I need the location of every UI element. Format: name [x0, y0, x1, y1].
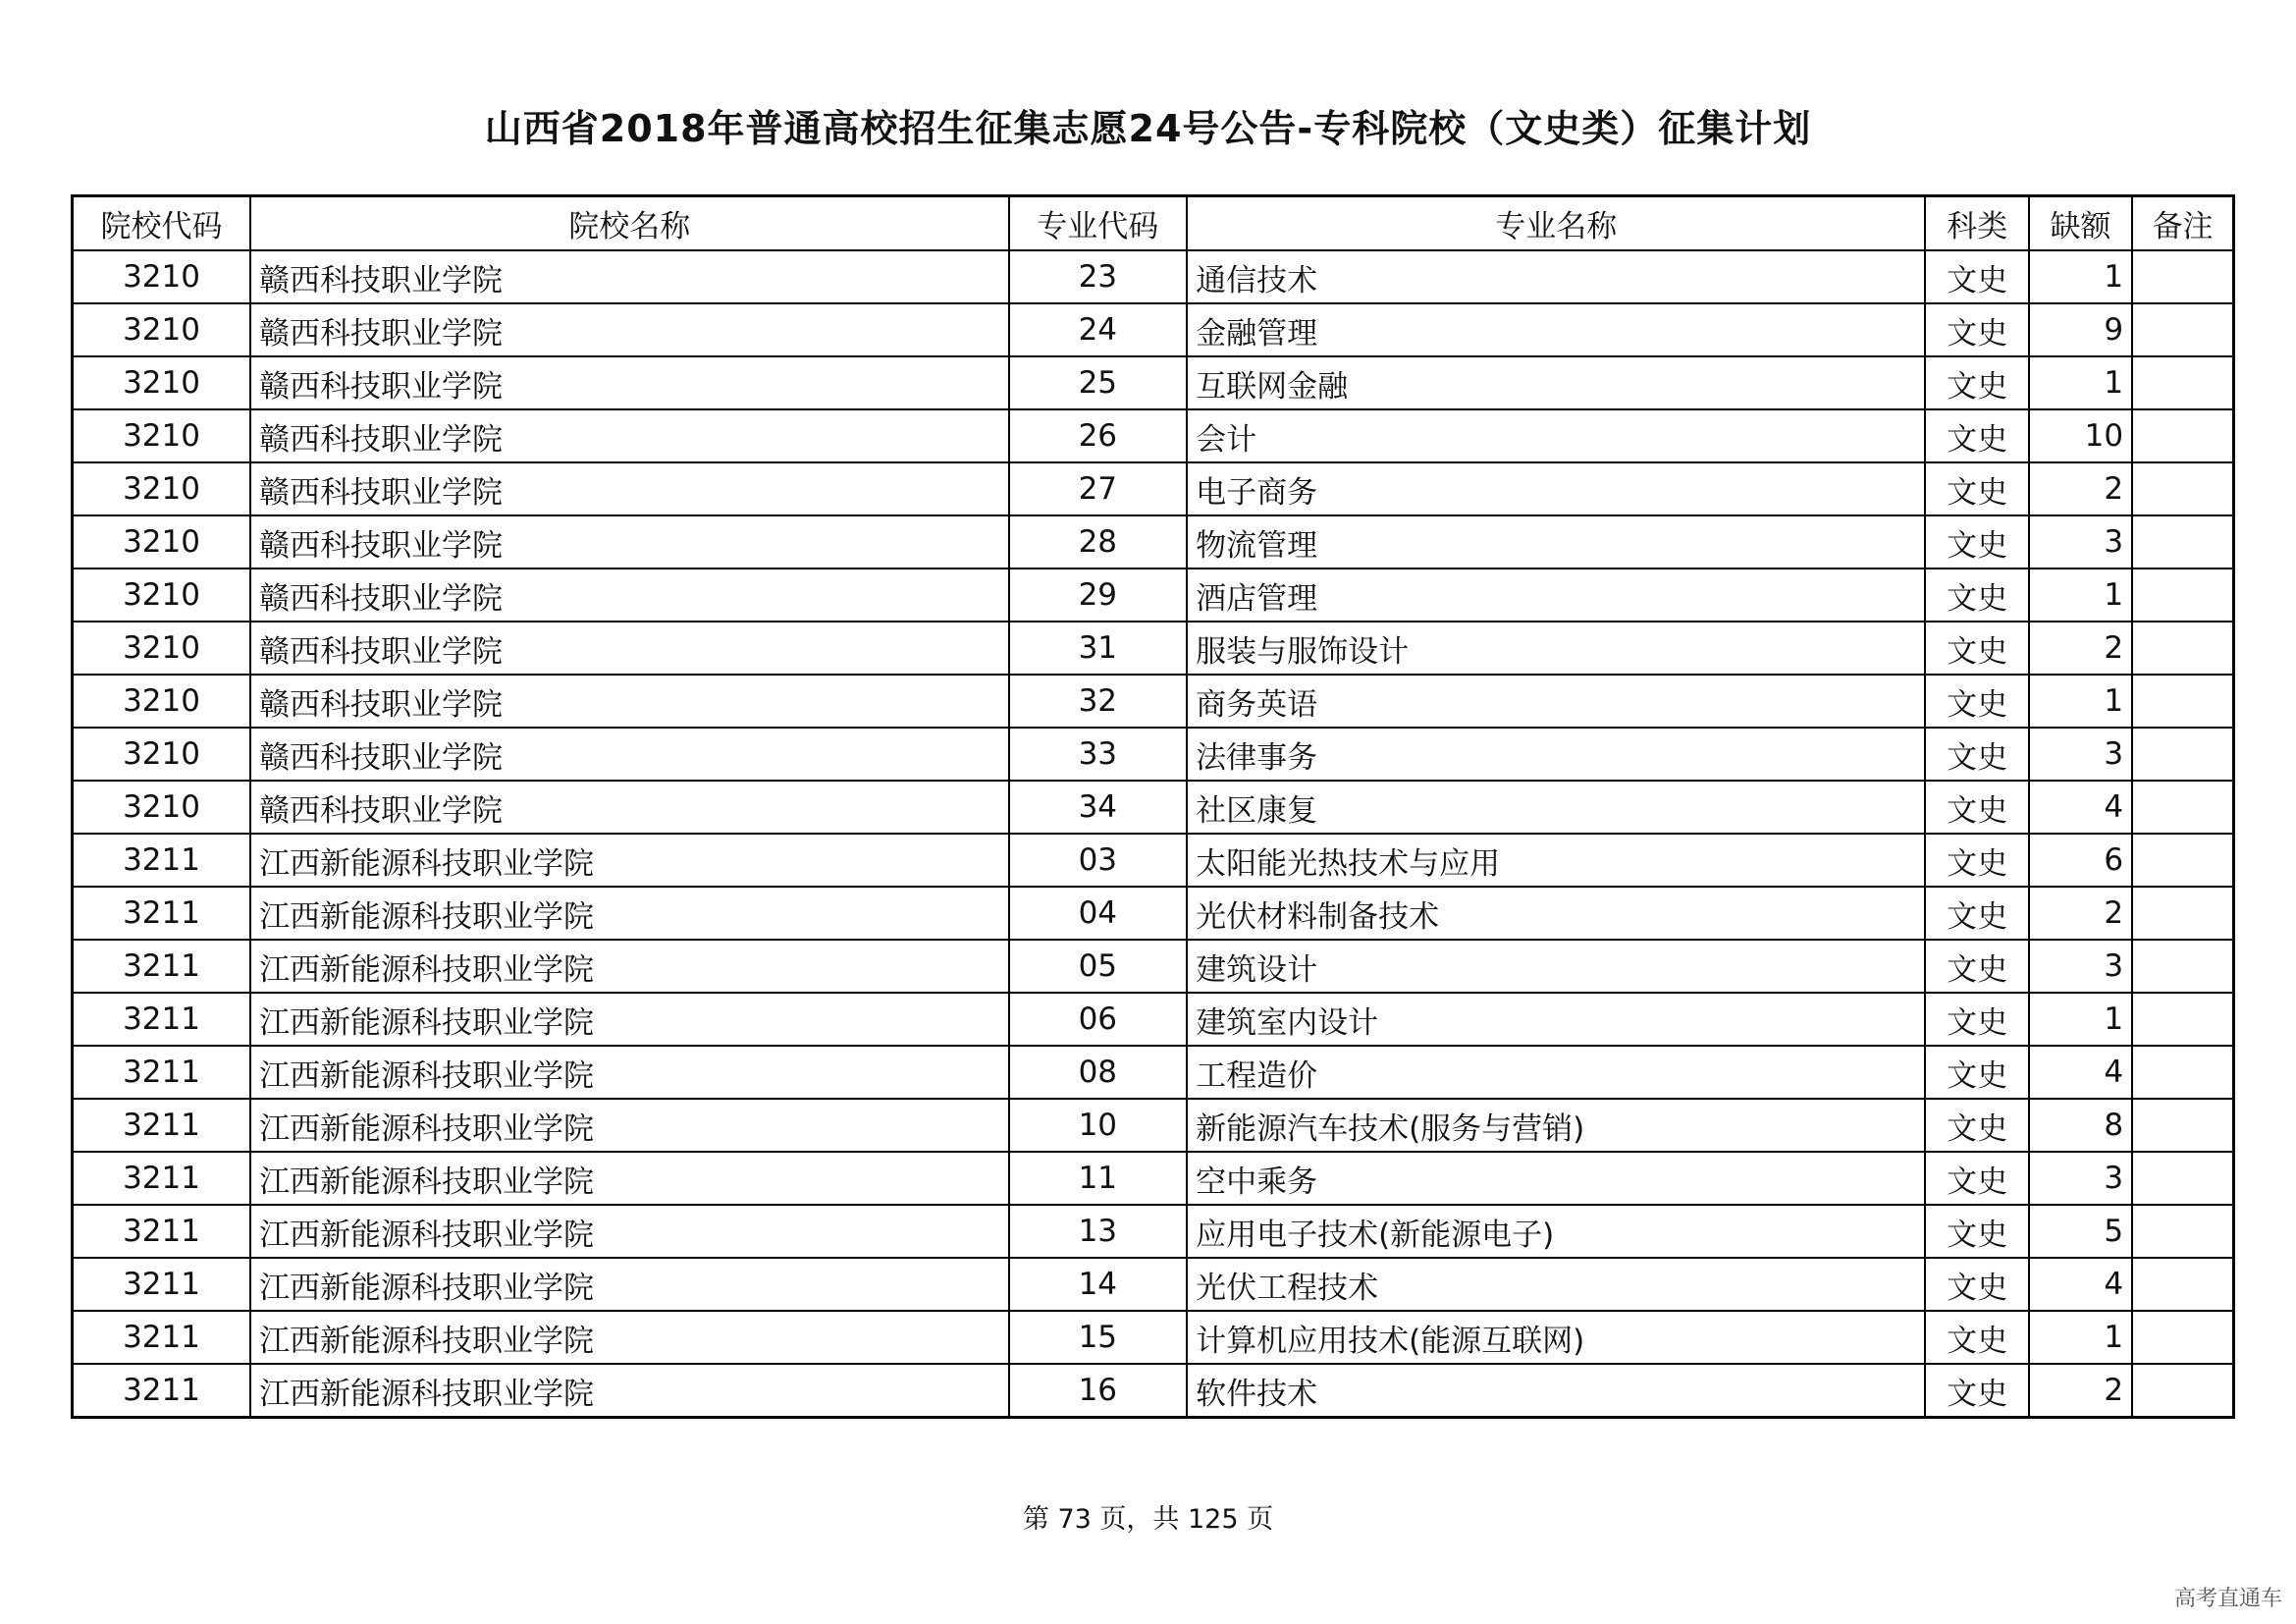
remarks-cell — [2132, 568, 2233, 622]
table-row — [73, 1099, 2234, 1152]
major-name-cell: 太阳能光热技术与应用 — [1187, 834, 1925, 887]
table-row — [73, 1205, 2234, 1258]
major-name-cell: 光伏工程技术 — [1187, 1258, 1925, 1311]
category-cell: 文史 — [1925, 728, 2028, 781]
table-row — [73, 462, 2234, 515]
header-major-code: 专业代码 — [1009, 196, 1188, 251]
category-cell: 文史 — [1925, 568, 2028, 622]
school-name-cell: 江西新能源科技职业学院 — [250, 993, 1008, 1046]
school-name-cell: 赣西科技职业学院 — [250, 356, 1008, 409]
remarks-cell — [2132, 1152, 2233, 1205]
vacancy-cell: 4 — [2029, 1046, 2132, 1099]
category-cell: 文史 — [1925, 1152, 2028, 1205]
major-code-cell: 24 — [1009, 303, 1188, 356]
vacancy-cell: 1 — [2029, 675, 2132, 728]
school-code-cell: 3210 — [73, 728, 251, 781]
school-name-cell: 江西新能源科技职业学院 — [250, 1152, 1008, 1205]
category-cell: 文史 — [1925, 675, 2028, 728]
major-code-cell: 03 — [1009, 834, 1188, 887]
table-row — [73, 515, 2234, 568]
school-code-cell: 3211 — [73, 1046, 251, 1099]
remarks-cell — [2132, 515, 2233, 568]
category-cell: 文史 — [1925, 1205, 2028, 1258]
remarks-cell — [2132, 356, 2233, 409]
vacancy-cell: 3 — [2029, 940, 2132, 993]
table-row — [73, 1258, 2234, 1311]
school-name-cell: 赣西科技职业学院 — [250, 728, 1008, 781]
watermark: 高考直通车 — [2173, 1587, 2282, 1611]
major-name-cell: 法律事务 — [1187, 728, 1925, 781]
major-code-cell: 13 — [1009, 1205, 1188, 1258]
school-name-cell: 赣西科技职业学院 — [250, 568, 1008, 622]
major-name-cell: 社区康复 — [1187, 781, 1925, 834]
vacancy-cell: 10 — [2029, 409, 2132, 462]
vacancy-cell: 8 — [2029, 1099, 2132, 1152]
header-vacancy: 缺额 — [2029, 196, 2132, 251]
vacancy-cell: 5 — [2029, 1205, 2132, 1258]
table-row — [73, 781, 2234, 834]
school-code-cell: 3211 — [73, 1152, 251, 1205]
school-code-cell: 3210 — [73, 781, 251, 834]
category-cell: 文史 — [1925, 1099, 2028, 1152]
table-row — [73, 622, 2234, 675]
remarks-cell — [2132, 1099, 2233, 1152]
school-code-cell: 3210 — [73, 675, 251, 728]
table-row — [73, 1311, 2234, 1364]
school-code-cell: 3211 — [73, 1205, 251, 1258]
remarks-cell — [2132, 675, 2233, 728]
school-name-cell: 江西新能源科技职业学院 — [250, 1311, 1008, 1364]
major-code-cell: 08 — [1009, 1046, 1188, 1099]
school-code-cell: 3211 — [73, 940, 251, 993]
school-code-cell: 3210 — [73, 409, 251, 462]
header-category: 科类 — [1925, 196, 2028, 251]
remarks-cell — [2132, 1364, 2233, 1418]
school-name-cell: 赣西科技职业学院 — [250, 675, 1008, 728]
major-code-cell: 14 — [1009, 1258, 1188, 1311]
major-name-cell: 互联网金融 — [1187, 356, 1925, 409]
school-name-cell: 江西新能源科技职业学院 — [250, 940, 1008, 993]
remarks-cell — [2132, 303, 2233, 356]
category-cell: 文史 — [1925, 622, 2028, 675]
school-name-cell: 江西新能源科技职业学院 — [250, 887, 1008, 940]
school-name-cell: 赣西科技职业学院 — [250, 250, 1008, 303]
table-header-row — [73, 196, 2234, 251]
vacancy-cell: 6 — [2029, 834, 2132, 887]
remarks-cell — [2132, 940, 2233, 993]
table-row — [73, 834, 2234, 887]
school-code-cell: 3210 — [73, 568, 251, 622]
major-code-cell: 16 — [1009, 1364, 1188, 1418]
table-row — [73, 568, 2234, 622]
school-code-cell: 3210 — [73, 250, 251, 303]
vacancy-cell: 1 — [2029, 356, 2132, 409]
school-code-cell: 3210 — [73, 303, 251, 356]
major-name-cell: 新能源汽车技术(服务与营销) — [1187, 1099, 1925, 1152]
header-major-name: 专业名称 — [1187, 196, 1925, 251]
school-code-cell: 3211 — [73, 1311, 251, 1364]
remarks-cell — [2132, 1311, 2233, 1364]
school-code-cell: 3211 — [73, 887, 251, 940]
vacancy-cell: 2 — [2029, 462, 2132, 515]
school-code-cell: 3210 — [73, 622, 251, 675]
vacancy-cell: 2 — [2029, 887, 2132, 940]
major-name-cell: 会计 — [1187, 409, 1925, 462]
remarks-cell — [2132, 781, 2233, 834]
major-code-cell: 04 — [1009, 887, 1188, 940]
header-remarks: 备注 — [2132, 196, 2233, 251]
school-name-cell: 江西新能源科技职业学院 — [250, 1205, 1008, 1258]
remarks-cell — [2132, 728, 2233, 781]
major-name-cell: 服装与服饰设计 — [1187, 622, 1925, 675]
major-code-cell: 34 — [1009, 781, 1188, 834]
category-cell: 文史 — [1925, 834, 2028, 887]
major-name-cell: 通信技术 — [1187, 250, 1925, 303]
remarks-cell — [2132, 887, 2233, 940]
vacancy-cell: 2 — [2029, 1364, 2132, 1418]
remarks-cell — [2132, 1258, 2233, 1311]
vacancy-cell: 4 — [2029, 1258, 2132, 1311]
vacancy-cell: 3 — [2029, 728, 2132, 781]
category-cell: 文史 — [1925, 515, 2028, 568]
major-name-cell: 工程造价 — [1187, 1046, 1925, 1099]
major-name-cell: 软件技术 — [1187, 1364, 1925, 1418]
header-school-code: 院校代码 — [73, 196, 251, 251]
major-code-cell: 26 — [1009, 409, 1188, 462]
table-row — [73, 1046, 2234, 1099]
category-cell: 文史 — [1925, 1311, 2028, 1364]
table-row — [73, 675, 2234, 728]
remarks-cell — [2132, 622, 2233, 675]
school-name-cell: 江西新能源科技职业学院 — [250, 1258, 1008, 1311]
page-title: 山西省2018年普通高校招生征集志愿24号公告-专科院校（文史类）征集计划 — [484, 107, 1812, 150]
vacancy-cell: 2 — [2029, 622, 2132, 675]
major-name-cell: 物流管理 — [1187, 515, 1925, 568]
major-name-cell: 应用电子技术(新能源电子) — [1187, 1205, 1925, 1258]
category-cell: 文史 — [1925, 940, 2028, 993]
major-name-cell: 商务英语 — [1187, 675, 1925, 728]
category-cell: 文史 — [1925, 356, 2028, 409]
vacancy-cell: 4 — [2029, 781, 2132, 834]
remarks-cell — [2132, 1205, 2233, 1258]
major-code-cell: 11 — [1009, 1152, 1188, 1205]
school-code-cell: 3211 — [73, 1258, 251, 1311]
category-cell: 文史 — [1925, 462, 2028, 515]
category-cell: 文史 — [1925, 993, 2028, 1046]
school-code-cell: 3210 — [73, 462, 251, 515]
major-code-cell: 25 — [1009, 356, 1188, 409]
vacancy-cell: 1 — [2029, 250, 2132, 303]
school-name-cell: 江西新能源科技职业学院 — [250, 1099, 1008, 1152]
school-code-cell: 3211 — [73, 1099, 251, 1152]
school-name-cell: 赣西科技职业学院 — [250, 515, 1008, 568]
header-school-name: 院校名称 — [250, 196, 1008, 251]
remarks-cell — [2132, 409, 2233, 462]
school-name-cell: 赣西科技职业学院 — [250, 409, 1008, 462]
school-code-cell: 3211 — [73, 1364, 251, 1418]
school-name-cell: 赣西科技职业学院 — [250, 462, 1008, 515]
category-cell: 文史 — [1925, 303, 2028, 356]
table-row — [73, 250, 2234, 303]
category-cell: 文史 — [1925, 1258, 2028, 1311]
school-code-cell: 3211 — [73, 834, 251, 887]
category-cell: 文史 — [1925, 1364, 2028, 1418]
vacancy-cell: 1 — [2029, 993, 2132, 1046]
major-code-cell: 15 — [1009, 1311, 1188, 1364]
category-cell: 文史 — [1925, 250, 2028, 303]
major-code-cell: 28 — [1009, 515, 1188, 568]
major-code-cell: 23 — [1009, 250, 1188, 303]
vacancy-cell: 9 — [2029, 303, 2132, 356]
major-code-cell: 32 — [1009, 675, 1188, 728]
school-name-cell: 赣西科技职业学院 — [250, 622, 1008, 675]
table-row — [73, 1364, 2234, 1418]
page-number: 第 73 页，共 125 页 — [1022, 1504, 1274, 1535]
remarks-cell — [2132, 462, 2233, 515]
table-row — [73, 993, 2234, 1046]
vacancy-cell: 3 — [2029, 1152, 2132, 1205]
school-name-cell: 江西新能源科技职业学院 — [250, 834, 1008, 887]
major-code-cell: 27 — [1009, 462, 1188, 515]
major-name-cell: 光伏材料制备技术 — [1187, 887, 1925, 940]
school-name-cell: 江西新能源科技职业学院 — [250, 1046, 1008, 1099]
major-code-cell: 29 — [1009, 568, 1188, 622]
table-body — [73, 250, 2234, 1418]
school-code-cell: 3211 — [73, 993, 251, 1046]
table-row — [73, 887, 2234, 940]
school-code-cell: 3210 — [73, 515, 251, 568]
major-code-cell: 31 — [1009, 622, 1188, 675]
category-cell: 文史 — [1925, 781, 2028, 834]
vacancy-cell: 1 — [2029, 568, 2132, 622]
major-code-cell: 05 — [1009, 940, 1188, 993]
major-name-cell: 计算机应用技术(能源互联网) — [1187, 1311, 1925, 1364]
category-cell: 文史 — [1925, 1046, 2028, 1099]
vacancy-cell: 3 — [2029, 515, 2132, 568]
school-name-cell: 江西新能源科技职业学院 — [250, 1364, 1008, 1418]
major-name-cell: 电子商务 — [1187, 462, 1925, 515]
school-name-cell: 赣西科技职业学院 — [250, 781, 1008, 834]
remarks-cell — [2132, 993, 2233, 1046]
major-code-cell: 06 — [1009, 993, 1188, 1046]
remarks-cell — [2132, 250, 2233, 303]
category-cell: 文史 — [1925, 409, 2028, 462]
category-cell: 文史 — [1925, 887, 2028, 940]
remarks-cell — [2132, 1046, 2233, 1099]
major-name-cell: 酒店管理 — [1187, 568, 1925, 622]
major-name-cell: 金融管理 — [1187, 303, 1925, 356]
vacancy-cell: 1 — [2029, 1311, 2132, 1364]
major-name-cell: 建筑设计 — [1187, 940, 1925, 993]
table-row — [73, 409, 2234, 462]
table-row — [73, 940, 2234, 993]
enrollment-plan-table — [71, 194, 2235, 1419]
school-name-cell: 赣西科技职业学院 — [250, 303, 1008, 356]
school-code-cell: 3210 — [73, 356, 251, 409]
table-row — [73, 728, 2234, 781]
major-code-cell: 33 — [1009, 728, 1188, 781]
table-row — [73, 356, 2234, 409]
major-code-cell: 10 — [1009, 1099, 1188, 1152]
major-name-cell: 空中乘务 — [1187, 1152, 1925, 1205]
remarks-cell — [2132, 834, 2233, 887]
table-row — [73, 303, 2234, 356]
major-name-cell: 建筑室内设计 — [1187, 993, 1925, 1046]
table-row — [73, 1152, 2234, 1205]
